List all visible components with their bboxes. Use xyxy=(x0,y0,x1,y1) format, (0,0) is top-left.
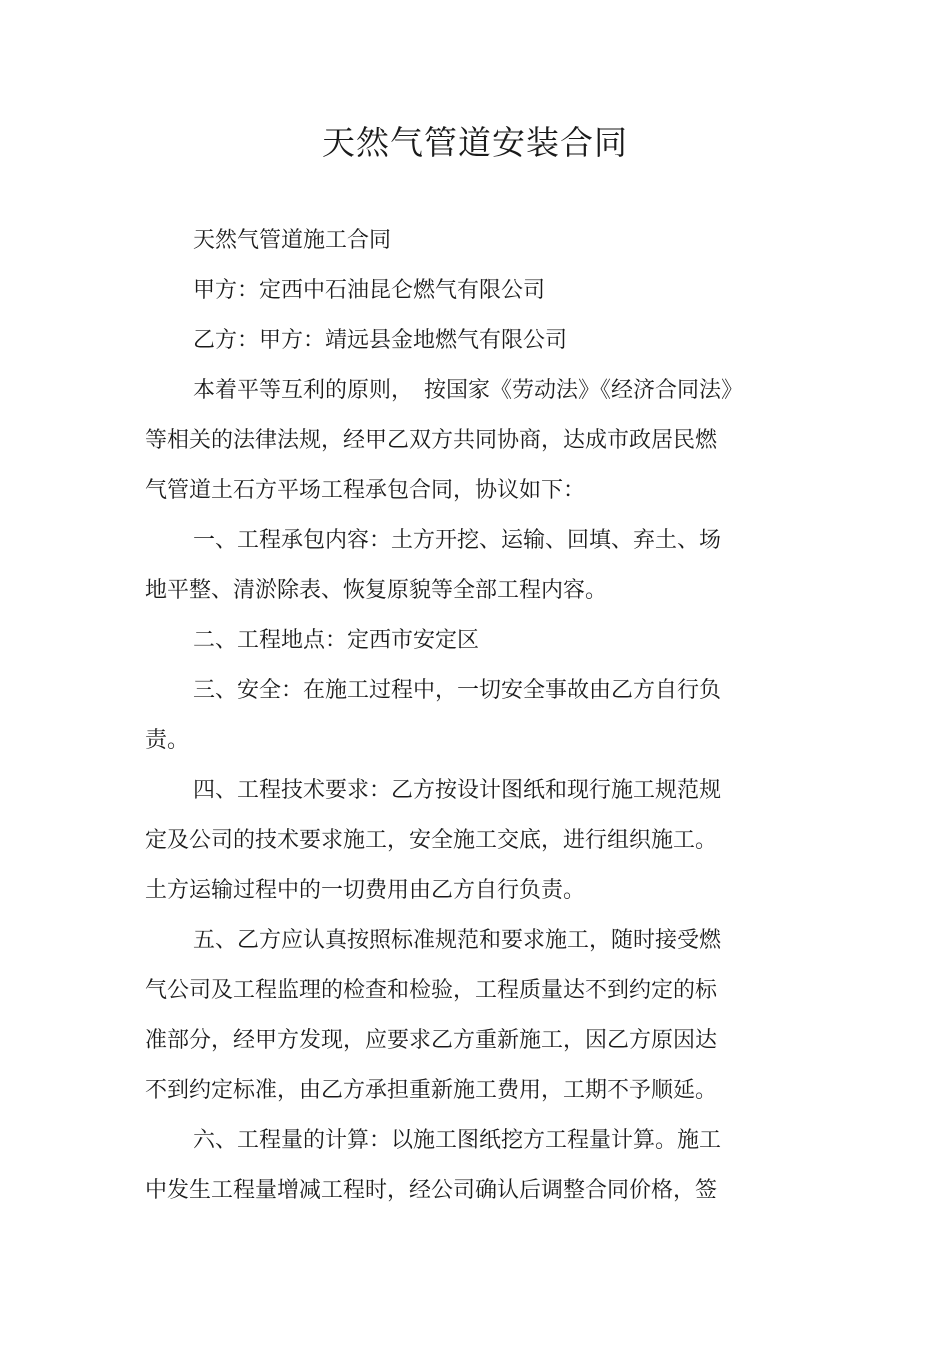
clause-4-line: 土方运输过程中的一切费用由乙方自行负责。 xyxy=(145,878,586,903)
clause-3-line: 三、安全：在施工过程中，一切安全事故由乙方自行负 xyxy=(193,678,722,703)
clause-3-line: 责。 xyxy=(145,728,190,753)
subtitle-line: 天然气管道施工合同 xyxy=(193,228,392,253)
preamble-line: 等相关的法律法规，经甲乙双方共同协商，达成市政居民燃 xyxy=(145,428,718,453)
party-a-line: 甲方：定西中石油昆仑燃气有限公司 xyxy=(193,278,546,303)
clause-5-line: 准部分，经甲方发现，应要求乙方重新施工，因乙方原因达 xyxy=(145,1028,718,1053)
document-title: 天然气管道安装合同 xyxy=(322,123,628,162)
clause-5-line: 气公司及工程监理的检查和检验，工程质量达不到约定的标 xyxy=(145,978,718,1003)
clause-5-line: 不到约定标准，由乙方承担重新施工费用，工期不予顺延。 xyxy=(145,1078,718,1103)
clause-4-line: 四、工程技术要求：乙方按设计图纸和现行施工规范规 xyxy=(193,778,722,803)
clause-1-line: 地平整、清淤除表、恢复原貌等全部工程内容。 xyxy=(145,578,608,603)
clause-2-line: 二、工程地点：定西市安定区 xyxy=(193,628,480,653)
party-b-line: 乙方：甲方：靖远县金地燃气有限公司 xyxy=(193,328,568,353)
clause-6-line: 中发生工程量增减工程时，经公司确认后调整合同价格，签 xyxy=(145,1178,718,1203)
preamble-line: 气管道土石方平场工程承包合同，协议如下： xyxy=(145,478,586,503)
clause-1-line: 一、工程承包内容：土方开挖、运输、回填、弃土、场 xyxy=(193,528,722,553)
clause-6-line: 六、工程量的计算：以施工图纸挖方工程量计算。施工 xyxy=(193,1128,722,1153)
clause-4-line: 定及公司的技术要求施工，安全施工交底，进行组织施工。 xyxy=(145,828,718,853)
clause-5-line: 五、乙方应认真按照标准规范和要求施工，随时接受燃 xyxy=(193,928,722,953)
preamble-line: 本着平等互利的原则， 按国家《劳动法》《经济合同法》 xyxy=(193,378,744,403)
